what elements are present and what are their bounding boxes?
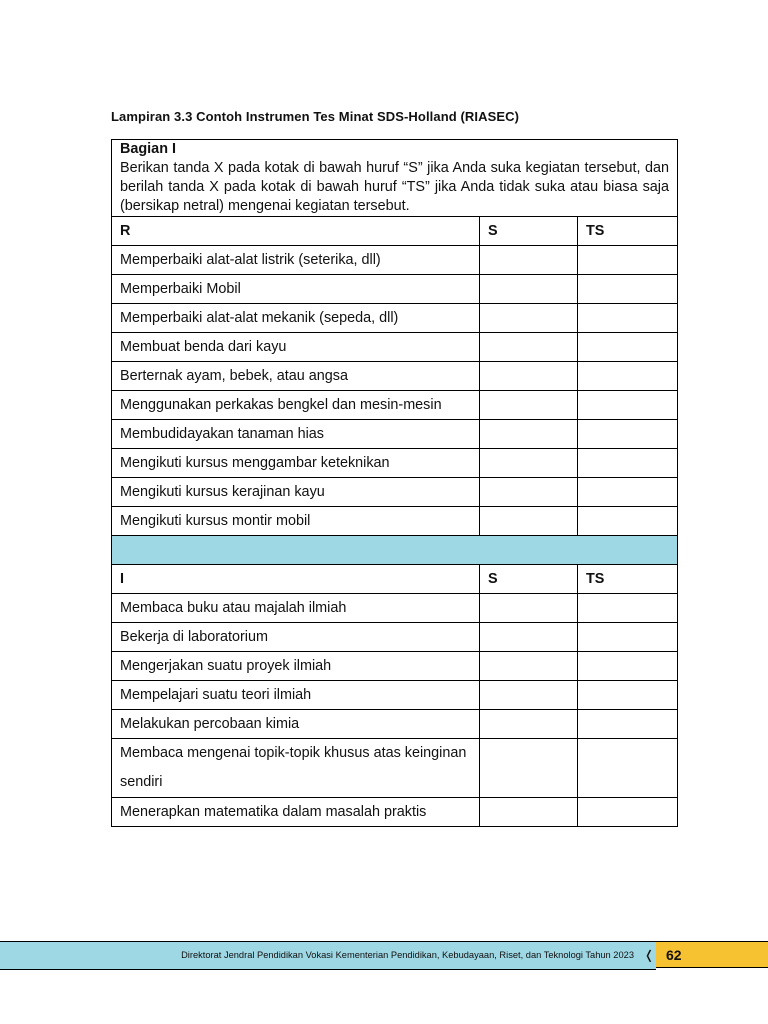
checkbox-ts[interactable] <box>578 710 678 739</box>
questionnaire-table <box>111 139 678 827</box>
checkbox-ts[interactable] <box>578 420 678 449</box>
checkbox-ts[interactable] <box>578 391 678 420</box>
checkbox-s[interactable] <box>480 681 578 710</box>
activity-row <box>112 681 678 710</box>
activity-label: Memperbaiki alat-alat listrik (seterika, dll) <box>112 246 480 275</box>
activity-row <box>112 420 678 449</box>
checkbox-s[interactable] <box>480 275 578 304</box>
activity-row <box>112 739 678 798</box>
checkbox-s[interactable] <box>480 333 578 362</box>
activity-row <box>112 623 678 652</box>
instructions-cell <box>112 140 678 217</box>
checkbox-s[interactable] <box>480 420 578 449</box>
checkbox-s[interactable] <box>480 362 578 391</box>
checkbox-ts[interactable] <box>578 594 678 623</box>
checkbox-s[interactable] <box>480 478 578 507</box>
checkbox-s[interactable] <box>480 449 578 478</box>
activity-row <box>112 710 678 739</box>
checkbox-ts[interactable] <box>578 449 678 478</box>
checkbox-s[interactable] <box>480 246 578 275</box>
footer-text: Direktorat Jendral Pendidikan Vokasi Kementerian Pendidikan, Kebudayaan, Riset, dan Teknologi Tahun 2023 <box>181 950 634 960</box>
activity-row <box>112 362 678 391</box>
column-header-ts: TS <box>578 565 678 594</box>
column-header-s: S <box>480 217 578 246</box>
checkbox-s[interactable] <box>480 652 578 681</box>
activity-label: Membuat benda dari kayu <box>112 333 480 362</box>
checkbox-ts[interactable] <box>578 798 678 827</box>
activity-label: Mengerjakan suatu proyek ilmiah <box>112 652 480 681</box>
activity-row <box>112 449 678 478</box>
checkbox-s[interactable] <box>480 594 578 623</box>
section-heading: Bagian I <box>120 141 176 157</box>
activity-label: Membaca buku atau majalah ilmiah <box>112 594 480 623</box>
checkbox-s[interactable] <box>480 739 578 798</box>
column-header-s: S <box>480 565 578 594</box>
instructions-text: Berikan tanda X pada kotak di bawah huruf “S” jika Anda suka kegiatan tersebut, dan berilah tanda X pada kotak di bawah huruf “TS” jika Anda tidak suka atau biasa saja (bersikap netral) mengenai kegiatan tersebut. <box>120 160 670 214</box>
activity-row <box>112 333 678 362</box>
document-title: Lampiran 3.3 Contoh Instrumen Tes Minat SDS-Holland (RIASEC) <box>111 109 520 124</box>
checkbox-s[interactable] <box>480 304 578 333</box>
checkbox-s[interactable] <box>480 798 578 827</box>
activity-label: Menggunakan perkakas bengkel dan mesin-mesin <box>112 391 480 420</box>
activity-label: Bekerja di laboratorium <box>112 623 480 652</box>
activity-label: Membudidayakan tanaman hias <box>112 420 480 449</box>
activity-row <box>112 275 678 304</box>
checkbox-ts[interactable] <box>578 507 678 536</box>
activity-label: Menerapkan matematika dalam masalah praktis <box>112 798 480 827</box>
activity-row <box>112 798 678 827</box>
chevron-left-icon: ❬ <box>643 948 654 962</box>
activity-row <box>112 246 678 275</box>
checkbox-s[interactable] <box>480 710 578 739</box>
checkbox-ts[interactable] <box>578 739 678 798</box>
checkbox-ts[interactable] <box>578 623 678 652</box>
instructions-row <box>112 140 678 217</box>
activity-row <box>112 652 678 681</box>
section-code: R <box>112 217 480 246</box>
activity-row <box>112 594 678 623</box>
activity-label: Mengikuti kursus menggambar keteknikan <box>112 449 480 478</box>
checkbox-ts[interactable] <box>578 246 678 275</box>
activity-row <box>112 391 678 420</box>
section-separator <box>112 536 678 565</box>
activity-label: Membaca mengenai topik-topik khusus atas keinginan sendiri <box>112 739 480 798</box>
checkbox-ts[interactable] <box>578 681 678 710</box>
footer-band <box>0 941 656 970</box>
checkbox-s[interactable] <box>480 507 578 536</box>
activity-label: Melakukan percobaan kimia <box>112 710 480 739</box>
column-header-ts: TS <box>578 217 678 246</box>
checkbox-s[interactable] <box>480 623 578 652</box>
activity-label: Berternak ayam, bebek, atau angsa <box>112 362 480 391</box>
activity-label: Mempelajari suatu teori ilmiah <box>112 681 480 710</box>
activity-row <box>112 478 678 507</box>
activity-label: Mengikuti kursus kerajinan kayu <box>112 478 480 507</box>
checkbox-s[interactable] <box>480 391 578 420</box>
checkbox-ts[interactable] <box>578 304 678 333</box>
page-number: 62 <box>666 947 682 963</box>
activity-label: Memperbaiki Mobil <box>112 275 480 304</box>
checkbox-ts[interactable] <box>578 275 678 304</box>
activity-label: Memperbaiki alat-alat mekanik (sepeda, dll) <box>112 304 480 333</box>
section-code: I <box>112 565 480 594</box>
section-header-row <box>112 217 678 246</box>
activity-label: Mengikuti kursus montir mobil <box>112 507 480 536</box>
checkbox-ts[interactable] <box>578 652 678 681</box>
checkbox-ts[interactable] <box>578 362 678 391</box>
page-number-badge <box>656 941 768 968</box>
checkbox-ts[interactable] <box>578 478 678 507</box>
checkbox-ts[interactable] <box>578 333 678 362</box>
activity-row <box>112 507 678 536</box>
activity-row <box>112 304 678 333</box>
section-header-row <box>112 565 678 594</box>
separator-cell <box>112 536 678 565</box>
